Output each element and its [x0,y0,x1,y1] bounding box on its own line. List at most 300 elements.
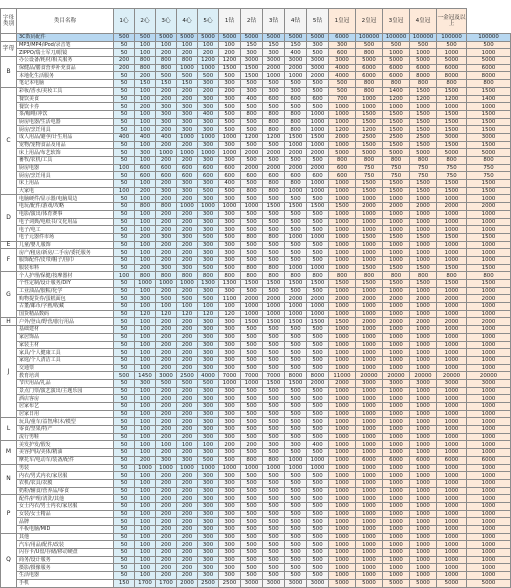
deposit-value-cell: 3000 [467,379,511,387]
deposit-value-cell: 300 [263,441,285,449]
deposit-value-cell: 300 [198,387,219,395]
deposit-value-cell: 300 [135,149,156,157]
group-letter: Q [1,533,17,587]
category-name-cell: 内衣/男式内衣/家居服 [17,472,114,480]
deposit-value-cell: 600 [263,95,285,103]
table-row [1,95,511,103]
deposit-value-cell: 1000 [437,410,467,418]
deposit-value-cell: 200 [177,195,198,203]
deposit-value-cell: 500 [241,287,263,295]
deposit-value-cell: 500 [307,287,329,295]
deposit-value-cell: 50 [114,433,135,441]
deposit-value-cell: 200 [177,226,198,234]
table-row [1,110,511,118]
deposit-value-cell: 200 [177,487,198,495]
table-row [1,333,511,341]
deposit-value-cell: 1000 [383,487,410,495]
deposit-value-cell: 300 [198,479,219,487]
table-row [1,241,511,249]
deposit-value-cell: 500 [263,487,285,495]
deposit-value-cell: 500 [135,34,156,42]
deposit-value-cell: 1500 [467,110,511,118]
deposit-value-cell: 1000 [467,533,511,541]
deposit-value-cell: 500 [307,495,329,503]
deposit-value-cell: 1500 [263,318,285,326]
category-name-cell: 厨房/烹饪用具 [17,126,114,134]
deposit-value-cell: 750 [410,164,437,172]
deposit-value-cell: 1000 [437,210,467,218]
deposit-value-cell: 500 [241,387,263,395]
deposit-value-cell: 1000 [383,210,410,218]
deposit-value-cell: 300 [198,564,219,572]
deposit-value-cell: 500 [307,410,329,418]
deposit-value-cell: 1000 [410,249,437,257]
deposit-value-cell: 1000 [467,387,511,395]
deposit-value-cell: 500 [241,487,263,495]
deposit-value-cell: 1500 [241,280,263,288]
deposit-value-cell: 300 [219,341,241,349]
deposit-value-cell: 1000 [437,395,467,403]
deposit-value-cell: 800 [410,157,437,165]
table-row [1,87,511,95]
deposit-value-cell: 500 [285,549,307,557]
deposit-value-cell: 200 [156,333,177,341]
deposit-value-cell: 1000 [437,218,467,226]
deposit-value-cell: 1000 [329,256,356,264]
deposit-value-cell: 750 [410,172,437,180]
table-row [1,256,511,264]
deposit-value-cell: 200 [177,241,198,249]
deposit-value-cell: 300 [198,495,219,503]
deposit-value-cell: 200 [156,449,177,457]
deposit-value-cell: 1000 [437,487,467,495]
category-name-cell: 男装 [17,464,114,472]
deposit-value-cell: 800 [241,187,263,195]
deposit-value-cell: 2000 [177,579,198,587]
deposit-value-cell: 1500 [410,180,437,188]
deposit-value-cell: 500 [241,80,263,88]
deposit-value-cell: 1000 [307,126,329,134]
deposit-value-cell: 500 [156,72,177,80]
deposit-value-cell: 500 [263,103,285,111]
deposit-value-cell: 1500 [467,264,511,272]
deposit-value-cell: 500 [263,195,285,203]
deposit-value-cell: 3000 [285,57,307,65]
deposit-value-cell: 1500 [285,318,307,326]
deposit-value-cell: 1000 [219,464,241,472]
deposit-value-cell: 2000 [383,203,410,211]
deposit-value-cell: 500 [263,418,285,426]
header-heart-4: 4心 [177,9,198,34]
deposit-value-cell: 500 [307,403,329,411]
deposit-value-cell: 1000 [356,472,383,480]
deposit-value-cell: 5000 [241,34,263,42]
header-gold-crown: 一金冠及以上 [437,9,467,34]
deposit-value-cell: 5000 [356,57,383,65]
deposit-value-cell: 500 [285,326,307,334]
deposit-value-cell: 1000 [383,526,410,534]
deposit-value-cell: 50 [114,518,135,526]
deposit-value-cell: 1000 [437,464,467,472]
deposit-value-cell: 50 [114,395,135,403]
deposit-value-cell: 500 [219,110,241,118]
deposit-value-cell: 200 [156,226,177,234]
deposit-value-cell: 200 [156,433,177,441]
deposit-value-cell: 500 [241,556,263,564]
deposit-value-cell: 1000 [467,349,511,357]
deposit-value-cell: 300 [329,41,356,49]
group-letter: G [1,272,17,318]
deposit-value-cell: 300 [219,403,241,411]
deposit-value-cell: 500 [307,556,329,564]
deposit-value-cell: 1500 [383,118,410,126]
deposit-value-cell: 1000 [410,49,437,57]
deposit-value-cell: 200 [177,564,198,572]
deposit-value-cell: 1000 [383,464,410,472]
deposit-value-cell: 100 [135,556,156,564]
deposit-value-cell: 1000 [329,218,356,226]
deposit-value-cell: 500 [263,364,285,372]
deposit-value-cell: 1500 [263,280,285,288]
deposit-value-cell: 1000 [329,303,356,311]
deposit-value-cell: 1000 [329,233,356,241]
category-name-cell: 基础建材 [17,326,114,334]
deposit-value-cell: 2000 [329,133,356,141]
deposit-value-cell: 200 [177,387,198,395]
deposit-value-cell: 1000 [410,502,437,510]
deposit-value-cell: 1500 [241,318,263,326]
deposit-value-cell: 500 [285,333,307,341]
deposit-value-cell: 1000 [383,564,410,572]
deposit-value-cell: 500 [307,472,329,480]
deposit-value-cell: 50 [114,233,135,241]
deposit-value-cell: 300 [156,110,177,118]
deposit-value-cell: 200 [177,249,198,257]
deposit-value-cell: 100 [135,572,156,580]
deposit-value-cell: 500 [263,564,285,572]
deposit-value-cell: 300 [198,449,219,457]
deposit-value-cell: 750 [437,164,467,172]
category-name-cell: 教育培训 [17,372,114,380]
deposit-value-cell: 50 [114,203,135,211]
deposit-value-cell: 300 [177,118,198,126]
deposit-value-cell: 3000 [307,64,329,72]
deposit-value-cell: 500 [263,333,285,341]
deposit-value-cell: 6000 [410,456,437,464]
deposit-value-cell: 6000 [467,64,511,72]
deposit-value-cell: 200 [156,472,177,480]
deposit-value-cell: 500 [241,403,263,411]
deposit-value-cell: 1000 [156,149,177,157]
deposit-value-cell: 800 [263,264,285,272]
deposit-value-cell: 1000 [356,364,383,372]
deposit-value-cell: 50 [114,449,135,457]
deposit-value-cell: 100 [198,441,219,449]
deposit-value-cell: 1000 [467,218,511,226]
deposit-value-cell: 300 [198,541,219,549]
category-name-cell: 办公设备/耗材/相关服务 [17,57,114,65]
deposit-value-cell: 1500 [467,233,511,241]
deposit-value-cell: 1000 [467,433,511,441]
header-diamond-1: 1钻 [219,9,241,34]
header-heart-5: 5心 [198,9,219,34]
deposit-value-cell: 1500 [329,280,356,288]
deposit-value-cell: 50 [114,249,135,257]
deposit-value-cell: 100 [135,218,156,226]
table-row [1,510,511,518]
deposit-value-cell: 1500 [356,187,383,195]
table-row [1,264,511,272]
deposit-value-cell: 1000 [219,379,241,387]
deposit-value-cell: 1000 [437,326,467,334]
category-name-cell: 手机 [17,579,114,587]
deposit-value-cell: 500 [285,449,307,457]
deposit-value-cell: 500 [285,157,307,165]
deposit-value-cell: 500 [241,364,263,372]
deposit-value-cell: 800 [263,456,285,464]
deposit-value-cell: 1000 [356,479,383,487]
deposit-value-cell: 500 [241,210,263,218]
deposit-value-cell: 500 [285,80,307,88]
deposit-value-cell: 1200 [219,57,241,65]
deposit-value-cell: 300 [219,364,241,372]
deposit-value-cell: 1000 [410,572,437,580]
group-letter: D [1,195,17,241]
deposit-value-cell: 50 [114,280,135,288]
deposit-value-cell: 1000 [307,464,329,472]
deposit-value-cell: 1000 [467,449,511,457]
deposit-value-cell: 500 [263,287,285,295]
deposit-value-cell: 1500 [329,203,356,211]
deposit-value-cell: 600 [156,172,177,180]
deposit-value-cell: 1000 [437,556,467,564]
deposit-value-cell: 1000 [356,433,383,441]
deposit-value-cell: 800 [356,157,383,165]
deposit-value-cell: 3000 [383,379,410,387]
deposit-value-cell: 2000 [285,149,307,157]
deposit-value-cell: 200 [135,103,156,111]
header-diamond-3: 3钻 [263,9,285,34]
deposit-value-cell: 6000 [467,456,511,464]
deposit-value-cell: 300 [219,410,241,418]
deposit-value-cell: 100 [135,49,156,57]
deposit-value-cell: 1000 [410,449,437,457]
category-name-cell: 3C数码配件 [17,34,114,42]
deposit-value-cell: 1000 [383,256,410,264]
category-name-cell: 居家日用 [17,410,114,418]
deposit-value-cell: 100 [135,510,156,518]
deposit-value-cell: 200 [177,533,198,541]
deposit-value-cell: 1000 [285,233,307,241]
deposit-value-cell: 1000 [437,418,467,426]
deposit-value-cell: 50 [114,80,135,88]
deposit-value-cell: 200 [114,57,135,65]
table-row [1,157,511,165]
deposit-value-cell: 1000 [383,387,410,395]
deposit-value-cell: 5000 [307,34,329,42]
deposit-value-cell: 5000 [467,149,511,157]
deposit-value-cell: 1000 [285,187,307,195]
deposit-value-cell: 1000 [383,533,410,541]
deposit-value-cell: 200 [177,356,198,364]
deposit-value-cell: 50 [114,218,135,226]
deposit-value-cell: 800 [285,126,307,134]
deposit-value-cell: 100 [135,410,156,418]
deposit-value-cell: 1000 [410,410,437,418]
deposit-value-cell: 500 [263,556,285,564]
deposit-value-cell: 500 [307,487,329,495]
deposit-value-cell: 1000 [410,210,437,218]
deposit-value-cell: 100 [114,272,135,280]
deposit-value-cell: 100 [135,210,156,218]
deposit-value-cell: 3000 [285,579,307,587]
deposit-value-cell: 1000 [356,549,383,557]
deposit-value-cell: 100000 [410,34,437,42]
deposit-value-cell: 1300 [219,280,241,288]
deposit-value-cell: 1500 [285,133,307,141]
table-row [1,449,511,457]
deposit-value-cell: 1000 [383,356,410,364]
deposit-value-cell: 500 [285,218,307,226]
deposit-value-cell: 300 [198,426,219,434]
deposit-value-cell: 1000 [467,303,511,311]
table-row [1,287,511,295]
deposit-value-cell: 500 [263,410,285,418]
deposit-value-cell: 1000 [329,341,356,349]
header-diamond-5: 5钻 [307,9,329,34]
deposit-value-cell: 300 [198,549,219,557]
deposit-value-cell: 1000 [263,303,285,311]
deposit-value-cell: 1000 [356,333,383,341]
deposit-value-cell: 1000 [356,487,383,495]
table-row [1,549,511,557]
deposit-value-cell: 600 [219,172,241,180]
deposit-value-cell: 1000 [437,226,467,234]
deposit-value-cell: 200 [156,526,177,534]
deposit-value-cell: 1000 [307,141,329,149]
deposit-value-cell: 100 [135,356,156,364]
deposit-value-cell: 500 [263,518,285,526]
table-row [1,180,511,188]
deposit-value-cell: 5000 [356,579,383,587]
deposit-value-cell: 2000 [241,164,263,172]
deposit-value-cell: 1500 [410,126,437,134]
deposit-value-cell: 800 [241,264,263,272]
deposit-value-cell: 300 [198,141,219,149]
deposit-value-cell: 500 [241,226,263,234]
deposit-value-cell: 100 [135,403,156,411]
deposit-value-cell: 1000 [410,349,437,357]
deposit-value-cell: 500 [285,433,307,441]
deposit-value-cell: 600 [307,172,329,180]
deposit-value-cell: 1000 [437,310,467,318]
deposit-value-cell: 1000 [356,395,383,403]
deposit-value-cell: 300 [156,103,177,111]
deposit-value-cell: 20000 [437,372,467,380]
deposit-value-cell: 500 [410,41,437,49]
deposit-value-cell: 200 [177,449,198,457]
deposit-value-cell: 11000 [329,372,356,380]
deposit-value-cell: 1000 [356,103,383,111]
deposit-value-cell: 200 [156,249,177,257]
deposit-value-cell: 200 [156,549,177,557]
deposit-value-cell: 200 [156,326,177,334]
deposit-value-cell: 100 [135,118,156,126]
deposit-value-cell: 500 [241,479,263,487]
deposit-value-cell: 2000 [263,295,285,303]
deposit-value-cell: 100 [135,495,156,503]
category-name-cell: 床上用品 [17,180,114,188]
deposit-value-cell: 1000 [329,510,356,518]
deposit-value-cell: 600 [285,172,307,180]
deposit-value-cell: 800 [356,80,383,88]
deposit-value-cell: 5000 [467,57,511,65]
deposit-value-cell: 100 [135,157,156,165]
deposit-value-cell: 1000 [467,364,511,372]
deposit-value-cell: 500 [263,157,285,165]
deposit-value-cell: 1000 [383,218,410,226]
deposit-value-cell: 1000 [329,502,356,510]
deposit-value-cell: 1000 [467,479,511,487]
deposit-value-cell: 1000 [307,303,329,311]
deposit-value-cell: 150 [241,41,263,49]
deposit-value-cell: 1500 [383,126,410,134]
deposit-value-cell: 500 [307,87,329,95]
deposit-value-cell: 1500 [410,280,437,288]
deposit-value-cell: 300 [156,187,177,195]
deposit-value-cell: 1000 [383,226,410,234]
deposit-value-cell: 500 [241,426,263,434]
deposit-value-cell: 5000 [177,34,198,42]
deposit-value-cell: 100 [135,256,156,264]
deposit-value-cell: 500 [241,449,263,457]
deposit-value-cell: 100 [135,126,156,134]
deposit-value-cell: 200 [156,210,177,218]
deposit-value-cell: 1000 [467,241,511,249]
deposit-value-cell: 2500 [177,372,198,380]
deposit-value-cell: 200 [156,479,177,487]
deposit-value-cell: 600 [198,172,219,180]
deposit-value-cell: 1000 [383,472,410,480]
deposit-value-cell: 500 [241,118,263,126]
deposit-value-cell: 2500 [198,579,219,587]
table-row [1,318,511,326]
deposit-value-cell: 500 [307,449,329,457]
deposit-value-cell: 50 [114,49,135,57]
deposit-value-cell: 1000 [410,287,437,295]
deposit-value-cell: 400 [198,110,219,118]
deposit-value-cell: 100 [135,387,156,395]
deposit-value-cell: 300 [198,80,219,88]
deposit-value-cell: 1000 [383,495,410,503]
deposit-value-cell: 500 [263,472,285,480]
deposit-value-cell: 100 [135,326,156,334]
deposit-value-cell: 300 [219,572,241,580]
deposit-value-cell: 300 [198,241,219,249]
deposit-value-cell: 1000 [198,64,219,72]
table-row [1,326,511,334]
deposit-value-cell: 1000 [356,326,383,334]
deposit-value-cell: 200 [156,287,177,295]
deposit-value-cell: 500 [307,572,329,580]
deposit-value-cell: 50 [114,256,135,264]
deposit-value-cell: 200 [156,341,177,349]
deposit-value-cell: 300 [219,487,241,495]
table-row [1,341,511,349]
deposit-value-cell: 100 [156,41,177,49]
deposit-value-cell: 200 [177,510,198,518]
deposit-value-cell: 1000 [356,449,383,457]
